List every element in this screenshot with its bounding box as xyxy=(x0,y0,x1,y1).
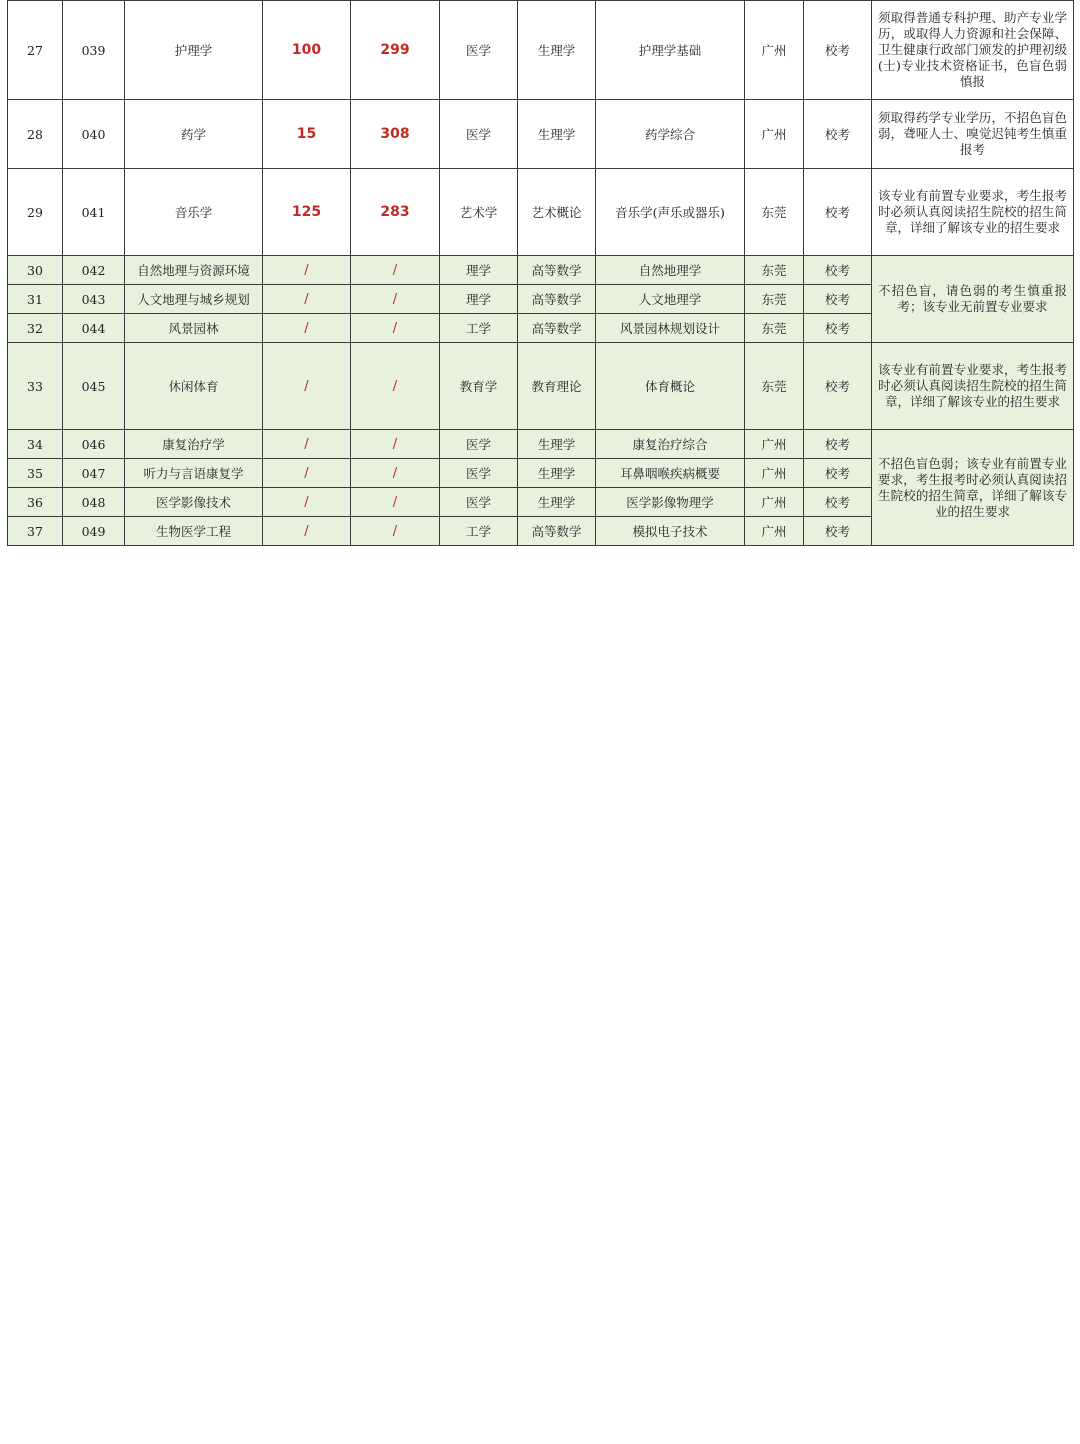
exam-type-cell: 校考 xyxy=(804,488,872,517)
city-cell: 广州 xyxy=(745,488,804,517)
score-cell: / xyxy=(351,314,440,343)
plan-count-cell: 100 xyxy=(263,1,351,100)
score-cell: / xyxy=(351,256,440,285)
table-row xyxy=(8,169,1074,256)
exam2-cell: 药学综合 xyxy=(596,100,745,169)
city-cell: 东莞 xyxy=(745,343,804,430)
seq-cell: 37 xyxy=(8,517,63,546)
score-cell: / xyxy=(351,488,440,517)
exam2-cell: 耳鼻咽喉疾病概要 xyxy=(596,459,745,488)
score-cell: / xyxy=(351,459,440,488)
exam2-cell: 体育概论 xyxy=(596,343,745,430)
exam1-cell: 高等数学 xyxy=(518,256,596,285)
city-cell: 广州 xyxy=(745,459,804,488)
exam1-cell: 教育理论 xyxy=(518,343,596,430)
major-cell: 人文地理与城乡规划 xyxy=(125,285,263,314)
plan-count-cell: / xyxy=(263,430,351,459)
score-cell: / xyxy=(351,343,440,430)
plan-count-cell: 125 xyxy=(263,169,351,256)
exam-type-cell: 校考 xyxy=(804,430,872,459)
city-cell: 东莞 xyxy=(745,285,804,314)
exam-type-cell: 校考 xyxy=(804,314,872,343)
major-cell: 护理学 xyxy=(125,1,263,100)
plan-count-cell: / xyxy=(263,459,351,488)
note-cell: 该专业有前置专业要求，考生报考时必须认真阅读招生院校的招生简章，详细了解该专业的招生要求 xyxy=(872,343,1074,430)
category-cell: 医学 xyxy=(440,488,518,517)
exam-type-cell: 校考 xyxy=(804,517,872,546)
city-cell: 广州 xyxy=(745,517,804,546)
table-row xyxy=(8,1,1074,100)
exam1-cell: 高等数学 xyxy=(518,285,596,314)
exam-type-cell: 校考 xyxy=(804,169,872,256)
exam2-cell: 医学影像物理学 xyxy=(596,488,745,517)
exam1-cell: 高等数学 xyxy=(518,314,596,343)
exam1-cell: 高等数学 xyxy=(518,517,596,546)
major-cell: 风景园林 xyxy=(125,314,263,343)
exam-type-cell: 校考 xyxy=(804,256,872,285)
major-cell: 音乐学 xyxy=(125,169,263,256)
category-cell: 工学 xyxy=(440,517,518,546)
code-cell: 039 xyxy=(63,1,125,100)
city-cell: 东莞 xyxy=(745,314,804,343)
note-cell: 须取得药学专业学历，不招色盲色弱，聋哑人士、嗅觉迟钝考生慎重报考 xyxy=(872,100,1074,169)
score-cell: / xyxy=(351,430,440,459)
exam1-cell: 生理学 xyxy=(518,100,596,169)
score-cell: / xyxy=(351,285,440,314)
code-cell: 040 xyxy=(63,100,125,169)
city-cell: 东莞 xyxy=(745,256,804,285)
seq-cell: 35 xyxy=(8,459,63,488)
major-cell: 康复治疗学 xyxy=(125,430,263,459)
major-cell: 医学影像技术 xyxy=(125,488,263,517)
exam2-cell: 音乐学(声乐或器乐) xyxy=(596,169,745,256)
code-cell: 045 xyxy=(63,343,125,430)
category-cell: 理学 xyxy=(440,256,518,285)
table-row xyxy=(8,430,1074,459)
score-cell: 308 xyxy=(351,100,440,169)
exam1-cell: 生理学 xyxy=(518,488,596,517)
note-cell: 该专业有前置专业要求，考生报考时必须认真阅读招生院校的招生简章，详细了解该专业的招生要求 xyxy=(872,169,1074,256)
code-cell: 043 xyxy=(63,285,125,314)
note-cell: 不招色盲，请色弱的考生慎重报考；该专业无前置专业要求 xyxy=(872,256,1074,343)
seq-cell: 28 xyxy=(8,100,63,169)
exam2-cell: 模拟电子技术 xyxy=(596,517,745,546)
category-cell: 艺术学 xyxy=(440,169,518,256)
exam2-cell: 风景园林规划设计 xyxy=(596,314,745,343)
major-cell: 休闲体育 xyxy=(125,343,263,430)
exam1-cell: 生理学 xyxy=(518,459,596,488)
code-cell: 046 xyxy=(63,430,125,459)
plan-count-cell: / xyxy=(263,285,351,314)
seq-cell: 33 xyxy=(8,343,63,430)
city-cell: 广州 xyxy=(745,100,804,169)
plan-count-cell: / xyxy=(263,256,351,285)
exam2-cell: 护理学基础 xyxy=(596,1,745,100)
plan-count-cell: 15 xyxy=(263,100,351,169)
exam1-cell: 生理学 xyxy=(518,430,596,459)
exam-type-cell: 校考 xyxy=(804,459,872,488)
table-row xyxy=(8,100,1074,169)
exam-type-cell: 校考 xyxy=(804,100,872,169)
plan-count-cell: / xyxy=(263,517,351,546)
city-cell: 东莞 xyxy=(745,169,804,256)
table-row xyxy=(8,256,1074,285)
code-cell: 048 xyxy=(63,488,125,517)
score-cell: / xyxy=(351,517,440,546)
code-cell: 049 xyxy=(63,517,125,546)
exam2-cell: 自然地理学 xyxy=(596,256,745,285)
city-cell: 广州 xyxy=(745,1,804,100)
score-cell: 299 xyxy=(351,1,440,100)
seq-cell: 29 xyxy=(8,169,63,256)
major-cell: 药学 xyxy=(125,100,263,169)
category-cell: 医学 xyxy=(440,430,518,459)
note-cell: 不招色盲色弱；该专业有前置专业要求，考生报考时必须认真阅读招生院校的招生简章，详细了解该专业的招生要求 xyxy=(872,430,1074,546)
exam-type-cell: 校考 xyxy=(804,343,872,430)
plan-count-cell: / xyxy=(263,314,351,343)
seq-cell: 30 xyxy=(8,256,63,285)
seq-cell: 27 xyxy=(8,1,63,100)
plan-count-cell: / xyxy=(263,488,351,517)
exam1-cell: 艺术概论 xyxy=(518,169,596,256)
table-row xyxy=(8,343,1074,430)
major-cell: 自然地理与资源环境 xyxy=(125,256,263,285)
seq-cell: 31 xyxy=(8,285,63,314)
exam2-cell: 人文地理学 xyxy=(596,285,745,314)
code-cell: 047 xyxy=(63,459,125,488)
category-cell: 理学 xyxy=(440,285,518,314)
exam-type-cell: 校考 xyxy=(804,1,872,100)
seq-cell: 34 xyxy=(8,430,63,459)
major-cell: 生物医学工程 xyxy=(125,517,263,546)
code-cell: 042 xyxy=(63,256,125,285)
code-cell: 044 xyxy=(63,314,125,343)
exam-type-cell: 校考 xyxy=(804,285,872,314)
note-cell: 须取得普通专科护理、助产专业学历，或取得人力资源和社会保障、卫生健康行政部门颁发的护理初级(士)专业技术资格证书，色盲色弱慎报 xyxy=(872,1,1074,100)
category-cell: 医学 xyxy=(440,100,518,169)
exam1-cell: 生理学 xyxy=(518,1,596,100)
score-cell: 283 xyxy=(351,169,440,256)
code-cell: 041 xyxy=(63,169,125,256)
city-cell: 广州 xyxy=(745,430,804,459)
enrollment-plan-table xyxy=(7,0,1074,546)
category-cell: 教育学 xyxy=(440,343,518,430)
seq-cell: 32 xyxy=(8,314,63,343)
category-cell: 工学 xyxy=(440,314,518,343)
plan-count-cell: / xyxy=(263,343,351,430)
category-cell: 医学 xyxy=(440,459,518,488)
exam2-cell: 康复治疗综合 xyxy=(596,430,745,459)
major-cell: 听力与言语康复学 xyxy=(125,459,263,488)
seq-cell: 36 xyxy=(8,488,63,517)
category-cell: 医学 xyxy=(440,1,518,100)
